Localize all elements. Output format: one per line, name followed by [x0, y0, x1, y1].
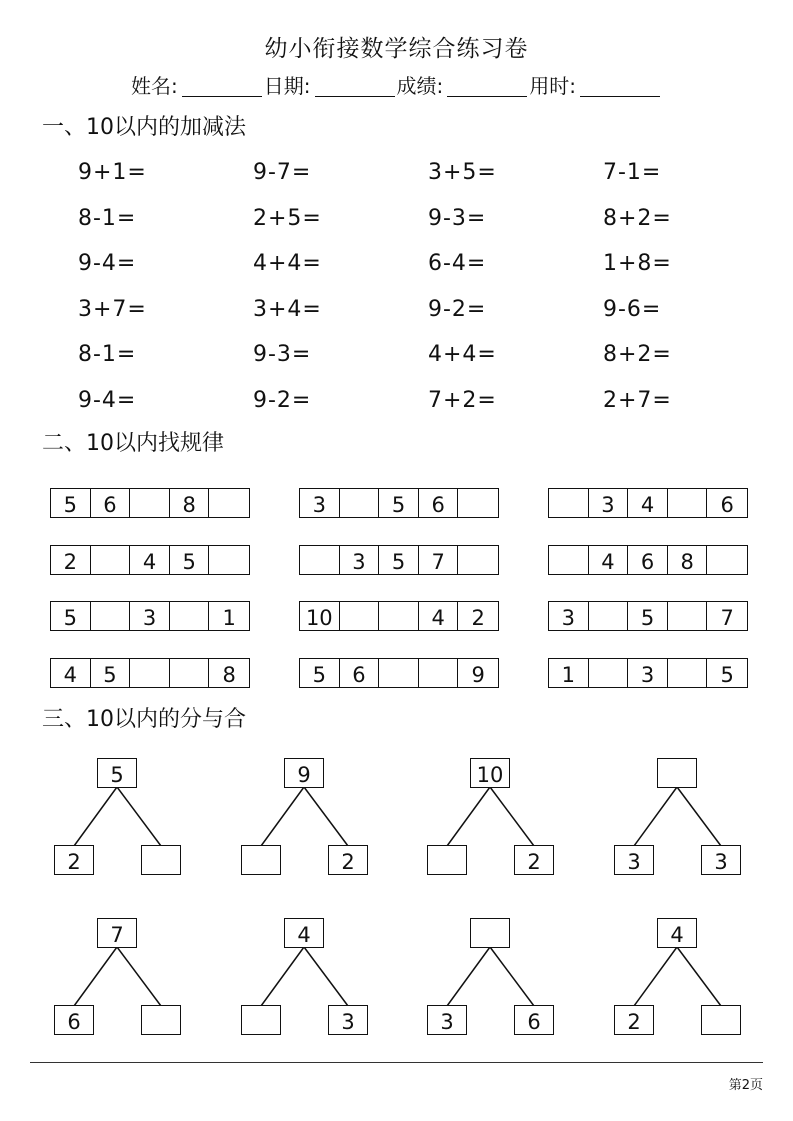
sequence-cell[interactable]: 5 [628, 602, 668, 630]
arithmetic-row [78, 150, 778, 196]
sequence-cell[interactable]: 6 [720, 493, 734, 517]
arithmetic-problem: 9+1= [78, 160, 147, 186]
section-3-title: 三、10以内的分与合 [42, 707, 246, 732]
number-sequence [50, 488, 250, 518]
arithmetic-problem: 8+2= [603, 205, 672, 231]
worksheet-title: 幼小衔接数学综合练习卷 [264, 36, 529, 62]
sequence-cell[interactable]: 4 [589, 546, 629, 574]
sequence-cell[interactable] [589, 659, 629, 687]
sequence-cell[interactable]: 6 [628, 546, 668, 574]
bond-part-left-box[interactable]: 3 [614, 845, 654, 875]
info-date [264, 70, 397, 99]
number-sequence [299, 545, 499, 575]
number-sequence [299, 658, 499, 688]
sequence-cell[interactable] [549, 546, 589, 574]
sequence-cell[interactable]: 2 [51, 546, 91, 574]
sequence-cell[interactable]: 10 [300, 602, 340, 630]
bond-whole-box[interactable]: 4 [284, 918, 324, 948]
arithmetic-problem: 9-4= [78, 387, 137, 413]
bond-part-left-box[interactable]: 3 [427, 1005, 467, 1035]
arithmetic-problem: 9-7= [253, 160, 312, 186]
arithmetic-grid [78, 150, 778, 423]
sequence-cell[interactable]: 3 [300, 489, 340, 517]
bond-whole-box[interactable] [470, 918, 510, 948]
number-bond [54, 758, 194, 878]
arithmetic-problem: 9-3= [428, 205, 487, 231]
number-sequence [548, 601, 748, 631]
bond-whole-box[interactable]: 4 [657, 918, 697, 948]
sequence-cell[interactable]: 1 [549, 659, 589, 687]
arithmetic-problem: 9-4= [78, 251, 137, 277]
arithmetic-problem: 9-2= [253, 387, 312, 413]
sequence-cell[interactable] [379, 602, 419, 630]
info-time [529, 70, 662, 99]
arithmetic-problem: 4+4= [253, 251, 322, 277]
arithmetic-problem: 9-3= [253, 342, 312, 368]
arithmetic-problem: 4+4= [428, 342, 497, 368]
page-number: 第2页 [728, 1078, 763, 1093]
bond-part-right-box[interactable] [141, 1005, 181, 1035]
sequence-cell[interactable] [340, 489, 380, 517]
bond-part-right-box[interactable]: 3 [328, 1005, 368, 1035]
sequence-cell[interactable]: 1 [222, 606, 236, 630]
arithmetic-problem: 6-4= [428, 251, 487, 277]
arithmetic-row [78, 332, 778, 378]
sequence-cell[interactable] [340, 602, 380, 630]
arithmetic-row [78, 378, 778, 424]
sequence-cell[interactable]: 5 [379, 546, 419, 574]
arithmetic-problem: 2+5= [253, 205, 322, 231]
student-info-row [0, 70, 793, 99]
arithmetic-problem: 1+8= [603, 251, 672, 277]
bond-part-right-box[interactable] [701, 1005, 741, 1035]
sequence-cell[interactable]: 6 [340, 659, 380, 687]
sequence-cell[interactable]: 4 [130, 546, 170, 574]
sequence-cell[interactable] [379, 659, 419, 687]
sequence-cell[interactable]: 3 [589, 489, 629, 517]
bond-part-right-box[interactable]: 2 [328, 845, 368, 875]
number-bond [427, 918, 567, 1038]
bond-part-left-box[interactable]: 2 [614, 1005, 654, 1035]
sequence-cell[interactable]: 2 [471, 606, 485, 630]
arithmetic-problem: 2+7= [603, 387, 672, 413]
number-sequence [50, 601, 250, 631]
sequence-cell[interactable] [589, 602, 629, 630]
sequence-cell[interactable]: 8 [222, 662, 236, 687]
sequence-cell[interactable] [91, 546, 131, 574]
number-sequence [299, 601, 499, 631]
arithmetic-problem: 8-1= [78, 205, 137, 231]
number-bond [614, 758, 754, 878]
sequence-cell[interactable]: 5 [379, 489, 419, 517]
sequence-cell[interactable] [170, 659, 210, 687]
sequence-cell[interactable] [668, 602, 708, 630]
section-1-title: 一、10以内的加减法 [42, 115, 246, 140]
number-bond [241, 758, 381, 878]
info-label: 用时: [529, 74, 576, 98]
sequence-cell[interactable] [300, 546, 340, 574]
sequence-cell[interactable] [209, 546, 249, 574]
pattern-row [50, 601, 770, 658]
name-blank[interactable] [182, 76, 262, 97]
arithmetic-row [78, 241, 778, 287]
sequence-cell[interactable]: 7 [720, 606, 734, 630]
bond-part-left-box[interactable] [241, 1005, 281, 1035]
number-sequence [548, 658, 748, 688]
sequence-cell[interactable] [668, 659, 708, 687]
bond-whole-box[interactable]: 5 [97, 758, 137, 788]
sequence-cell[interactable]: 4 [51, 659, 91, 687]
sequence-cell[interactable]: 5 [51, 489, 91, 517]
arithmetic-problem: 7+2= [428, 387, 497, 413]
pattern-row [50, 488, 770, 545]
footer-divider [30, 1062, 763, 1063]
arithmetic-problem: 3+5= [428, 160, 497, 186]
info-label: 姓名: [131, 74, 178, 98]
arithmetic-problem: 3+7= [78, 296, 147, 322]
sequence-cell[interactable] [91, 602, 131, 630]
sequence-cell[interactable]: 3 [130, 602, 170, 630]
number-bond [241, 918, 381, 1038]
sequence-cell[interactable]: 3 [549, 602, 589, 630]
sequence-cell[interactable]: 6 [91, 489, 131, 517]
number-bond [427, 758, 567, 878]
info-label: 日期: [263, 74, 311, 98]
bond-part-right-box[interactable] [141, 845, 181, 875]
bond-part-right-box[interactable]: 2 [514, 845, 554, 875]
arithmetic-row [78, 196, 778, 242]
arithmetic-problem: 9-2= [428, 296, 487, 322]
bond-part-left-box[interactable]: 2 [54, 845, 94, 875]
sequence-cell[interactable]: 3 [628, 659, 668, 687]
sequence-cell[interactable]: 9 [471, 662, 485, 687]
bond-whole-box[interactable]: 9 [284, 758, 324, 788]
sequence-cell[interactable]: 5 [720, 662, 734, 687]
bond-part-left-box[interactable] [241, 845, 281, 875]
sequence-cell[interactable] [130, 659, 170, 687]
sequence-cell[interactable] [209, 489, 249, 517]
sequence-cell[interactable]: 5 [300, 659, 340, 687]
sequence-cell[interactable] [419, 659, 459, 687]
number-sequence [50, 545, 250, 575]
score-blank[interactable] [447, 76, 527, 97]
info-score [397, 70, 530, 99]
sequence-cell[interactable]: 5 [51, 602, 91, 630]
sequence-cell[interactable] [549, 489, 589, 517]
arithmetic-problem: 7-1= [603, 160, 662, 186]
sequence-cell[interactable]: 7 [419, 546, 459, 574]
arithmetic-problem: 8-1= [78, 342, 137, 368]
pattern-grid [50, 488, 770, 714]
number-sequence [548, 488, 748, 518]
bond-whole-box[interactable] [657, 758, 697, 788]
arithmetic-problem: 8+2= [603, 342, 672, 368]
sequence-cell[interactable] [170, 602, 210, 630]
arithmetic-problem: 3+4= [253, 296, 322, 322]
bond-part-right-box[interactable]: 3 [701, 845, 741, 875]
number-bond [614, 918, 754, 1038]
number-sequence [548, 545, 748, 575]
sequence-cell[interactable]: 4 [628, 489, 668, 517]
sequence-cell[interactable]: 6 [419, 489, 459, 517]
sequence-cell[interactable] [130, 489, 170, 517]
pattern-row [50, 545, 770, 602]
time-blank[interactable] [580, 76, 660, 97]
bond-part-right-box[interactable]: 6 [514, 1005, 554, 1035]
info-label: 成绩: [396, 74, 444, 98]
sequence-cell[interactable]: 4 [419, 602, 459, 630]
bond-part-left-box[interactable]: 6 [54, 1005, 94, 1035]
number-sequence [299, 488, 499, 518]
arithmetic-row [78, 287, 778, 333]
date-blank[interactable] [315, 76, 395, 97]
sequence-cell[interactable]: 8 [668, 546, 708, 574]
number-bond [54, 918, 194, 1038]
sequence-cell[interactable]: 8 [170, 489, 210, 517]
arithmetic-problem: 9-6= [603, 296, 662, 322]
info-name [131, 70, 264, 99]
sequence-cell[interactable]: 5 [91, 659, 131, 687]
sequence-cell[interactable] [458, 546, 498, 574]
bond-part-left-box[interactable] [427, 845, 467, 875]
bond-whole-box[interactable]: 10 [470, 758, 510, 788]
number-sequence [50, 658, 250, 688]
sequence-cell[interactable] [668, 489, 708, 517]
sequence-cell[interactable] [458, 489, 498, 517]
sequence-cell[interactable]: 5 [170, 546, 210, 574]
sequence-cell[interactable]: 3 [340, 546, 380, 574]
sequence-cell[interactable] [707, 546, 747, 574]
section-2-title: 二、10以内找规律 [42, 431, 224, 456]
bond-whole-box[interactable]: 7 [97, 918, 137, 948]
